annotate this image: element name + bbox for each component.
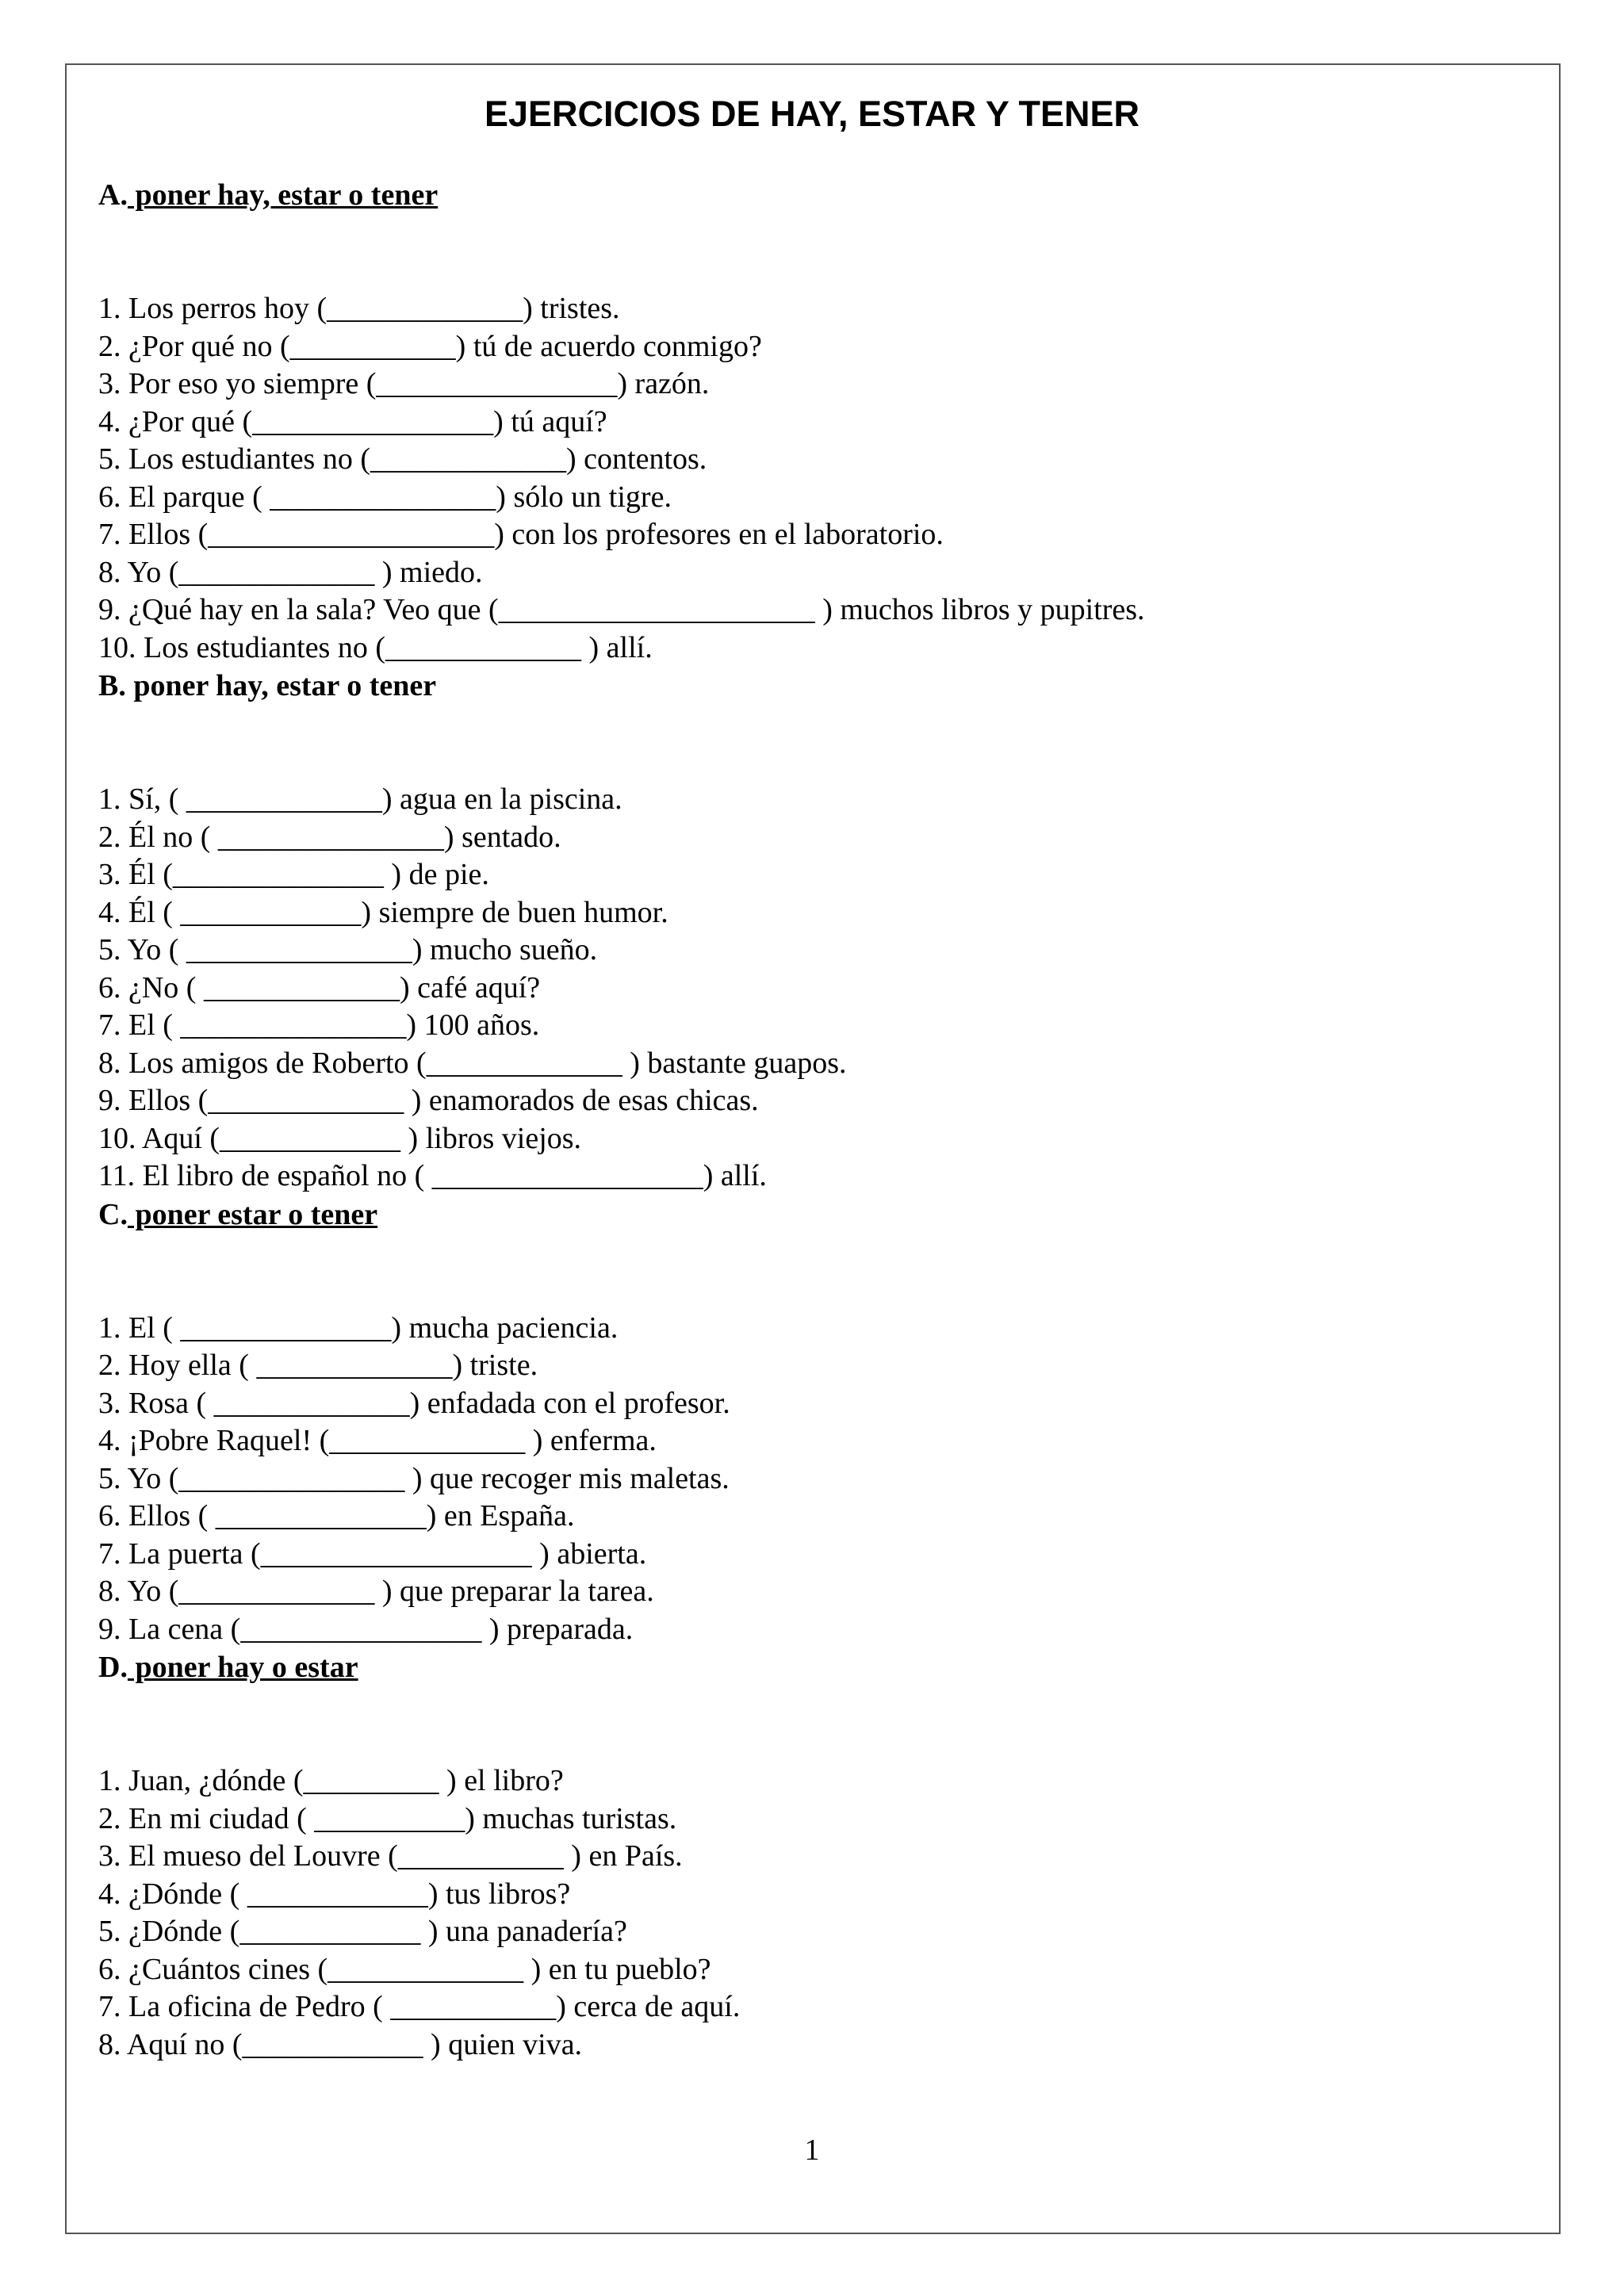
exercise-item: 6. ¿No ( _____________) café aquí? — [98, 970, 541, 1004]
exercise-item: 8. Yo (_____________ ) miedo. — [98, 555, 483, 589]
exercise-item: 5. Yo ( _______________) mucho sueño. — [98, 933, 598, 966]
exercise-item: 9. La cena (________________ ) preparada. — [98, 1612, 634, 1646]
page-title: EJERCICIOS DE HAY, ESTAR Y TENER — [484, 94, 1140, 134]
section-heading — [98, 176, 1526, 214]
exercise-item: 10. Aquí (____________ ) libros viejos. — [98, 1121, 582, 1155]
section-instruction: poner hay o estar — [127, 1651, 358, 1684]
exercise-item: 3. El mueso del Louvre (___________ ) en País. — [98, 1839, 683, 1873]
exercise-item: 2. ¿Por qué no (___________) tú de acuerdo conmigo? — [98, 329, 762, 363]
section-spacer — [98, 1686, 1526, 1762]
exercise-item: 9. ¿Qué hay en la sala? Veo que (_____________________ ) muchos libros y pupitres. — [98, 593, 1145, 626]
exercise-item: 7. La puerta (__________________ ) abierta. — [98, 1536, 647, 1571]
exercise-item: 3. Él (______________ ) de pie. — [98, 858, 489, 891]
section-instruction: poner estar o tener — [127, 1197, 378, 1231]
exercise-item: 1. Los perros hoy (_____________) tristes. — [98, 292, 620, 325]
exercise-item: 3. Por eso yo siempre (________________) razón. — [98, 367, 710, 400]
exercise-item: 6. ¿Cuántos cines (_____________ ) en tu pueblo? — [98, 1952, 711, 1986]
exercise-item: 7. Ellos (___________________) con los profesores en el laboratorio. — [98, 518, 944, 551]
exercise-item: 1. Juan, ¿dónde (_________ ) el libro? — [98, 1764, 564, 1797]
exercise-item: 1. Sí, ( _____________) agua en la piscina. — [98, 783, 622, 816]
section-spacer — [98, 214, 1526, 290]
section-heading — [98, 667, 1526, 705]
exercise-item: 8. Aquí no (____________ ) quien viva. — [98, 2027, 583, 2061]
section-letter: D. — [98, 1651, 128, 1684]
exercise-item: 7. El ( _______________) 100 años. — [98, 1008, 540, 1042]
section-letter: C. — [98, 1197, 128, 1231]
exercise-item: 8. Yo (_____________ ) que preparar la tarea. — [98, 1575, 654, 1608]
exercise-item: 8. Los amigos de Roberto (_____________ ) bastante guapos. — [98, 1046, 847, 1080]
exercise-content — [98, 176, 1526, 2064]
section-letter: A. — [98, 178, 128, 212]
section-heading — [98, 1196, 1526, 1234]
exercise-item: 3. Rosa ( _____________) enfadada con el profesor. — [98, 1386, 730, 1420]
page-number: 1 — [804, 2133, 820, 2167]
exercise-item: 2. Hoy ella ( _____________) triste. — [98, 1349, 538, 1382]
exercise-item: 4. ¿Dónde ( ____________) tus libros? — [98, 1877, 571, 1911]
exercise-item: 4. Él ( ____________) siempre de buen humor. — [98, 895, 668, 929]
exercise-item: 5. Los estudiantes no (_____________) contentos. — [98, 442, 707, 476]
exercise-item: 4. ¡Pobre Raquel! (_____________ ) enferma. — [98, 1424, 657, 1457]
exercise-item: 2. En mi ciudad ( __________) muchas turistas. — [98, 1801, 677, 1835]
exercise-item: 2. Él no ( _______________) sentado. — [98, 820, 561, 854]
exercise-item: 5. ¿Dónde (____________ ) una panadería? — [98, 1915, 627, 1948]
section-heading — [98, 1648, 1526, 1686]
section-spacer — [98, 705, 1526, 781]
section-instruction: poner hay, estar o tener — [127, 178, 439, 212]
exercise-item: 9. Ellos (_____________ ) enamorados de esas chicas. — [98, 1084, 759, 1117]
exercise-item: 6. El parque ( _______________) sólo un tigre. — [98, 480, 672, 514]
exercise-item: 10. Los estudiantes no (_____________ ) allí. — [98, 630, 653, 664]
exercise-item: 6. Ellos ( ______________) en España. — [98, 1499, 575, 1533]
section-spacer — [98, 1234, 1526, 1310]
exercise-item: 7. La oficina de Pedro ( ___________) cerca de aquí. — [98, 1990, 741, 2023]
exercise-item: 1. El ( ______________) mucha paciencia. — [98, 1311, 619, 1345]
exercise-item: 5. Yo (_______________ ) que recoger mis maletas. — [98, 1461, 730, 1495]
section-instruction: poner hay, estar o tener — [125, 669, 437, 702]
section-letter: B. — [98, 669, 126, 702]
exercise-item: 11. El libro de español no ( __________________) allí. — [98, 1159, 767, 1192]
exercise-item: 4. ¿Por qué (________________) tú aquí? — [98, 404, 607, 438]
